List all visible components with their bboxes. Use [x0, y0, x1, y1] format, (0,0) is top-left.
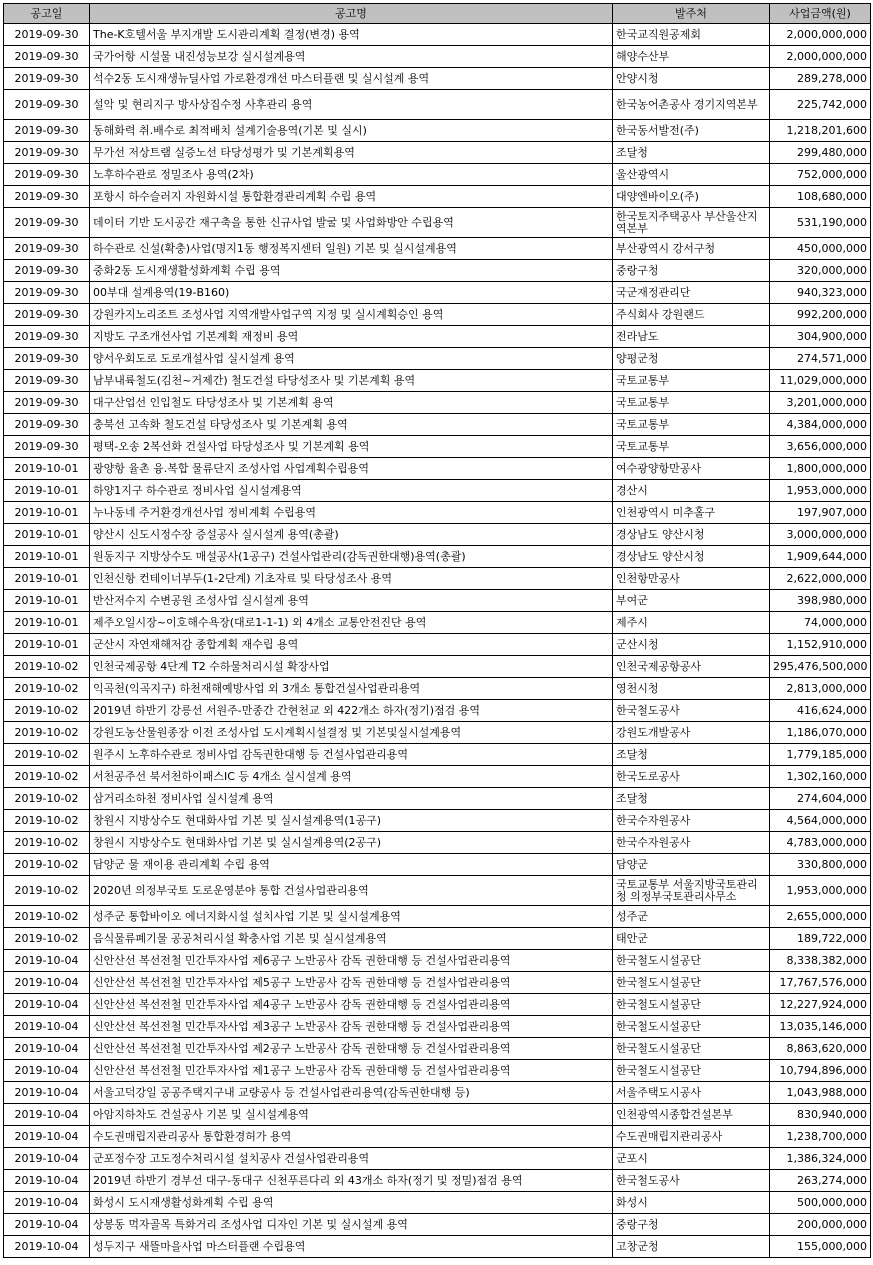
table-row — [4, 744, 871, 766]
table-row — [4, 634, 871, 656]
orderer-name: 국토교통부 — [613, 436, 770, 458]
table-row — [4, 348, 871, 370]
table-row — [4, 612, 871, 634]
notice-title: 강원카지노리조트 조성사업 지역개발사업구역 지정 및 실시계획승인 용역 — [90, 304, 613, 326]
notice-date: 2019-10-04 — [4, 1192, 90, 1214]
notice-title: 반산저수지 수변공원 조성사업 실시설계 용역 — [90, 590, 613, 612]
budget-amount: 155,000,000 — [770, 1236, 871, 1258]
budget-amount: 752,000,000 — [770, 164, 871, 186]
budget-amount: 1,238,700,000 — [770, 1126, 871, 1148]
notice-title: 창원시 지방상수도 현대화사업 기본 및 실시설계용역(1공구) — [90, 810, 613, 832]
notice-date: 2019-10-02 — [4, 722, 90, 744]
notice-title: 군산시 자연재해저감 종합계획 재수립 용역 — [90, 634, 613, 656]
table-row — [4, 972, 871, 994]
notice-title: 하양1지구 하수관로 정비사업 실시설계용역 — [90, 480, 613, 502]
table-row — [4, 326, 871, 348]
notice-date: 2019-10-04 — [4, 1236, 90, 1258]
notice-title: 데이터 기반 도시공간 재구축을 통한 신규사업 발굴 및 사업화방안 수립용역 — [90, 208, 613, 238]
table-row — [4, 1060, 871, 1082]
table-row — [4, 1126, 871, 1148]
orderer-name: 한국철도시설공단 — [613, 1016, 770, 1038]
budget-amount: 200,000,000 — [770, 1214, 871, 1236]
budget-amount: 289,278,000 — [770, 68, 871, 90]
orderer-name: 부여군 — [613, 590, 770, 612]
bid-notice-table — [3, 3, 871, 1258]
budget-amount: 295,476,500,000 — [770, 656, 871, 678]
notice-date: 2019-09-30 — [4, 24, 90, 46]
orderer-name: 한국철도시설공단 — [613, 994, 770, 1016]
budget-amount: 274,604,000 — [770, 788, 871, 810]
orderer-name: 고창군청 — [613, 1236, 770, 1258]
notice-date: 2019-10-02 — [4, 788, 90, 810]
notice-date: 2019-09-30 — [4, 120, 90, 142]
orderer-name: 한국철도공사 — [613, 1170, 770, 1192]
header-title: 공고명 — [90, 4, 613, 24]
budget-amount: 2,622,000,000 — [770, 568, 871, 590]
budget-amount: 4,783,000,000 — [770, 832, 871, 854]
orderer-name: 인천광역시종합건설본부 — [613, 1104, 770, 1126]
notice-date: 2019-10-02 — [4, 876, 90, 906]
notice-date: 2019-09-30 — [4, 238, 90, 260]
table-row — [4, 678, 871, 700]
notice-title: 신안산선 복선전철 민간투자사업 제1공구 노반공사 감독 권한대행 등 건설사업관리용역 — [90, 1060, 613, 1082]
budget-amount: 304,900,000 — [770, 326, 871, 348]
orderer-name: 조달청 — [613, 142, 770, 164]
budget-amount: 1,953,000,000 — [770, 876, 871, 906]
orderer-name: 인천광역시 미추홀구 — [613, 502, 770, 524]
notice-title: 신안산선 복선전철 민간투자사업 제6공구 노반공사 감독 권한대행 등 건설사업관리용역 — [90, 950, 613, 972]
budget-amount: 108,680,000 — [770, 186, 871, 208]
budget-amount: 197,907,000 — [770, 502, 871, 524]
orderer-name: 태안군 — [613, 928, 770, 950]
notice-date: 2019-10-02 — [4, 656, 90, 678]
budget-amount: 1,186,070,000 — [770, 722, 871, 744]
table-row — [4, 524, 871, 546]
table-row — [4, 810, 871, 832]
notice-title: 창원시 지방상수도 현대화사업 기본 및 실시설계용역(2공구) — [90, 832, 613, 854]
notice-date: 2019-10-01 — [4, 590, 90, 612]
table-row — [4, 282, 871, 304]
table-row — [4, 1214, 871, 1236]
budget-amount: 17,767,576,000 — [770, 972, 871, 994]
notice-date: 2019-09-30 — [4, 326, 90, 348]
budget-amount: 940,323,000 — [770, 282, 871, 304]
header-row — [4, 4, 871, 24]
notice-date: 2019-10-01 — [4, 634, 90, 656]
budget-amount: 4,384,000,000 — [770, 414, 871, 436]
notice-title: 충북선 고속화 철도건설 타당성조사 및 기본계획 용역 — [90, 414, 613, 436]
orderer-name: 제주시 — [613, 612, 770, 634]
notice-title: 서천공주선 북서천하이패스IC 등 4개소 실시설계 용역 — [90, 766, 613, 788]
budget-amount: 3,000,000,000 — [770, 524, 871, 546]
notice-title: 서울고덕강일 공공주택지구내 교량공사 등 건설사업관리용역(감독권한대행 등) — [90, 1082, 613, 1104]
table-row — [4, 458, 871, 480]
notice-date: 2019-10-04 — [4, 1016, 90, 1038]
notice-title: 2019년 하반기 강릉선 서원주-만종간 간현천교 외 422개소 하자(정기)점검 용역 — [90, 700, 613, 722]
budget-amount: 330,800,000 — [770, 854, 871, 876]
table-row — [4, 906, 871, 928]
table-row — [4, 546, 871, 568]
table-row — [4, 568, 871, 590]
table-row — [4, 876, 871, 906]
orderer-name: 국토교통부 — [613, 392, 770, 414]
orderer-name: 안양시청 — [613, 68, 770, 90]
budget-amount: 1,800,000,000 — [770, 458, 871, 480]
budget-amount: 1,043,988,000 — [770, 1082, 871, 1104]
notice-date: 2019-10-02 — [4, 810, 90, 832]
table-row — [4, 142, 871, 164]
orderer-name: 경상남도 양산시청 — [613, 524, 770, 546]
table-row — [4, 68, 871, 90]
notice-date: 2019-10-04 — [4, 994, 90, 1016]
notice-title: 성주군 통합바이오 에너지화시설 설치사업 기본 및 실시설계용역 — [90, 906, 613, 928]
table-row — [4, 238, 871, 260]
notice-title: 중화2동 도시재생활성화계획 수립 용역 — [90, 260, 613, 282]
notice-date: 2019-09-30 — [4, 68, 90, 90]
orderer-name: 한국수자원공사 — [613, 832, 770, 854]
budget-amount: 299,480,000 — [770, 142, 871, 164]
orderer-name: 영천시청 — [613, 678, 770, 700]
notice-date: 2019-10-04 — [4, 1214, 90, 1236]
table-row — [4, 370, 871, 392]
budget-amount: 2,000,000,000 — [770, 24, 871, 46]
table-row — [4, 1016, 871, 1038]
orderer-name: 한국철도시설공단 — [613, 972, 770, 994]
notice-title: 지방도 구조개선사업 기본계획 재정비 용역 — [90, 326, 613, 348]
notice-date: 2019-10-02 — [4, 928, 90, 950]
notice-date: 2019-10-01 — [4, 524, 90, 546]
budget-amount: 4,564,000,000 — [770, 810, 871, 832]
notice-date: 2019-09-30 — [4, 208, 90, 238]
table-row — [4, 1170, 871, 1192]
notice-title: 상봉동 먹자골목 특화거리 조성사업 디자인 기본 및 실시설계 용역 — [90, 1214, 613, 1236]
table-row — [4, 590, 871, 612]
notice-title: 남부내륙철도(김천~거제간) 철도건설 타당성조사 및 기본계획 용역 — [90, 370, 613, 392]
notice-date: 2019-10-01 — [4, 502, 90, 524]
notice-title: 원주시 노후하수관로 정비사업 감독권한대행 등 건설사업관리용역 — [90, 744, 613, 766]
notice-date: 2019-09-30 — [4, 304, 90, 326]
table-row — [4, 656, 871, 678]
budget-amount: 10,794,896,000 — [770, 1060, 871, 1082]
table-row — [4, 208, 871, 238]
notice-date: 2019-09-30 — [4, 186, 90, 208]
notice-title: 00부대 설계용역(19-B160) — [90, 282, 613, 304]
budget-amount: 450,000,000 — [770, 238, 871, 260]
header-amount: 사업금액(원) — [770, 4, 871, 24]
notice-title: 양서우회도로 도로개설사업 실시설계 용역 — [90, 348, 613, 370]
budget-amount: 8,863,620,000 — [770, 1038, 871, 1060]
table-row — [4, 1148, 871, 1170]
orderer-name: 국토교통부 서울지방국토관리청 의정부국토관리사무소 — [613, 876, 770, 906]
notice-date: 2019-10-02 — [4, 854, 90, 876]
table-row — [4, 186, 871, 208]
header-date: 공고일 — [4, 4, 90, 24]
orderer-name: 중랑구청 — [613, 1214, 770, 1236]
notice-title: 음식물류폐기물 공공처리시설 확충사업 기본 및 실시설계용역 — [90, 928, 613, 950]
notice-date: 2019-09-30 — [4, 282, 90, 304]
notice-date: 2019-10-04 — [4, 1060, 90, 1082]
budget-amount: 2,655,000,000 — [770, 906, 871, 928]
orderer-name: 군포시 — [613, 1148, 770, 1170]
notice-title: 평택-오송 2복선화 건설사업 타당성조사 및 기본계획 용역 — [90, 436, 613, 458]
budget-amount: 225,742,000 — [770, 90, 871, 120]
orderer-name: 조달청 — [613, 744, 770, 766]
notice-date: 2019-10-04 — [4, 1126, 90, 1148]
orderer-name: 중랑구청 — [613, 260, 770, 282]
notice-title: 인천신항 컨테이너부두(1-2단계) 기초자료 및 타당성조사 용역 — [90, 568, 613, 590]
orderer-name: 한국철도시설공단 — [613, 1060, 770, 1082]
notice-date: 2019-10-04 — [4, 972, 90, 994]
orderer-name: 한국토지주택공사 부산울산지역본부 — [613, 208, 770, 238]
notice-date: 2019-10-02 — [4, 700, 90, 722]
budget-amount: 1,909,644,000 — [770, 546, 871, 568]
notice-title: The-K호텔서울 부지개발 도시관리계획 결정(변경) 용역 — [90, 24, 613, 46]
notice-date: 2019-10-04 — [4, 1170, 90, 1192]
notice-date: 2019-10-01 — [4, 568, 90, 590]
budget-amount: 8,338,382,000 — [770, 950, 871, 972]
table-row — [4, 788, 871, 810]
table-row — [4, 120, 871, 142]
notice-title: 익곡천(익곡지구) 하천재해예방사업 외 3개소 통합건설사업관리용역 — [90, 678, 613, 700]
notice-date: 2019-10-02 — [4, 678, 90, 700]
orderer-name: 울산광역시 — [613, 164, 770, 186]
table-row — [4, 480, 871, 502]
table-row — [4, 260, 871, 282]
budget-amount: 2,000,000,000 — [770, 46, 871, 68]
notice-title: 신안산선 복선전철 민간투자사업 제4공구 노반공사 감독 권한대행 등 건설사업관리용역 — [90, 994, 613, 1016]
notice-date: 2019-09-30 — [4, 46, 90, 68]
notice-title: 원동지구 지방상수도 매설공사(1공구) 건설사업관리(감독권한대행)용역(총괄) — [90, 546, 613, 568]
orderer-name: 조달청 — [613, 788, 770, 810]
notice-title: 강원도농산물원종장 이전 조성사업 도시계획시설결정 및 기본및실시설계용역 — [90, 722, 613, 744]
budget-amount: 992,200,000 — [770, 304, 871, 326]
table-row — [4, 1104, 871, 1126]
budget-amount: 1,302,160,000 — [770, 766, 871, 788]
notice-title: 대구산업선 인입철도 타당성조사 및 기본계획 용역 — [90, 392, 613, 414]
notice-date: 2019-10-04 — [4, 1104, 90, 1126]
table-row — [4, 832, 871, 854]
bid-notice-table-container — [3, 3, 870, 1258]
notice-date: 2019-10-02 — [4, 832, 90, 854]
notice-title: 제주오일시장~이호해수욕장(대로1-1-1) 외 4개소 교통안전진단 용역 — [90, 612, 613, 634]
notice-date: 2019-09-30 — [4, 436, 90, 458]
orderer-name: 경산시 — [613, 480, 770, 502]
notice-title: 국가어항 시설물 내진성능보강 실시설계용역 — [90, 46, 613, 68]
notice-title: 양산시 신도시정수장 증설공사 실시설계 용역(총괄) — [90, 524, 613, 546]
budget-amount: 189,722,000 — [770, 928, 871, 950]
budget-amount: 274,571,000 — [770, 348, 871, 370]
notice-title: 2019년 하반기 경부선 대구-동대구 신천푸른다리 외 43개소 하자(정기 및 정밀)점검 용역 — [90, 1170, 613, 1192]
orderer-name: 화성시 — [613, 1192, 770, 1214]
table-row — [4, 392, 871, 414]
orderer-name: 국토교통부 — [613, 414, 770, 436]
notice-date: 2019-09-30 — [4, 164, 90, 186]
notice-title: 신안산선 복선전철 민간투자사업 제2공구 노반공사 감독 권한대행 등 건설사업관리용역 — [90, 1038, 613, 1060]
notice-date: 2019-10-01 — [4, 546, 90, 568]
notice-date: 2019-10-04 — [4, 1038, 90, 1060]
notice-title: 동해화력 취.배수로 최적배치 설계기술용역(기본 및 실시) — [90, 120, 613, 142]
table-row — [4, 928, 871, 950]
notice-title: 포항시 하수슬러지 자원화시설 통합환경관리계획 수립 용역 — [90, 186, 613, 208]
budget-amount: 320,000,000 — [770, 260, 871, 282]
budget-amount: 1,953,000,000 — [770, 480, 871, 502]
notice-title: 화성시 도시재생활성화계획 수립 용역 — [90, 1192, 613, 1214]
orderer-name: 한국동서발전(주) — [613, 120, 770, 142]
notice-date: 2019-09-30 — [4, 348, 90, 370]
orderer-name: 양평군청 — [613, 348, 770, 370]
notice-date: 2019-10-02 — [4, 906, 90, 928]
notice-title: 성두지구 새뜰마을사업 마스터플랜 수립용역 — [90, 1236, 613, 1258]
budget-amount: 2,813,000,000 — [770, 678, 871, 700]
budget-amount: 830,940,000 — [770, 1104, 871, 1126]
notice-date: 2019-09-30 — [4, 414, 90, 436]
table-row — [4, 766, 871, 788]
orderer-name: 한국농어촌공사 경기지역본부 — [613, 90, 770, 120]
notice-date: 2019-10-02 — [4, 744, 90, 766]
budget-amount: 500,000,000 — [770, 1192, 871, 1214]
budget-amount: 74,000,000 — [770, 612, 871, 634]
table-row — [4, 414, 871, 436]
notice-title: 담양군 물 재이용 관리계획 수립 용역 — [90, 854, 613, 876]
notice-date: 2019-10-04 — [4, 1148, 90, 1170]
orderer-name: 한국철도시설공단 — [613, 1038, 770, 1060]
notice-date: 2019-10-02 — [4, 766, 90, 788]
budget-amount: 1,386,324,000 — [770, 1148, 871, 1170]
orderer-name: 해양수산부 — [613, 46, 770, 68]
orderer-name: 주식회사 강원랜드 — [613, 304, 770, 326]
notice-title: 군포정수장 고도정수처리시설 설치공사 건설사업관리용역 — [90, 1148, 613, 1170]
budget-amount: 11,029,000,000 — [770, 370, 871, 392]
budget-amount: 13,035,146,000 — [770, 1016, 871, 1038]
orderer-name: 여수광양항만공사 — [613, 458, 770, 480]
orderer-name: 담양군 — [613, 854, 770, 876]
budget-amount: 3,201,000,000 — [770, 392, 871, 414]
orderer-name: 서울주택도시공사 — [613, 1082, 770, 1104]
budget-amount: 416,624,000 — [770, 700, 871, 722]
notice-title: 신안산선 복선전철 민간투자사업 제5공구 노반공사 감독 권한대행 등 건설사업관리용역 — [90, 972, 613, 994]
notice-date: 2019-10-01 — [4, 480, 90, 502]
notice-title: 설악 및 현리지구 방사상집수정 사후관리 용역 — [90, 90, 613, 120]
budget-amount: 1,218,201,600 — [770, 120, 871, 142]
notice-title: 삼거리소하천 정비사업 실시설계 용역 — [90, 788, 613, 810]
orderer-name: 인천국제공항공사 — [613, 656, 770, 678]
table-row — [4, 722, 871, 744]
budget-amount: 12,227,924,000 — [770, 994, 871, 1016]
orderer-name: 국군재정관리단 — [613, 282, 770, 304]
notice-title: 광양항 율촌 융.복합 물류단지 조성사업 사업계획수립용역 — [90, 458, 613, 480]
orderer-name: 한국철도시설공단 — [613, 950, 770, 972]
budget-amount: 263,274,000 — [770, 1170, 871, 1192]
table-row — [4, 24, 871, 46]
orderer-name: 한국도로공사 — [613, 766, 770, 788]
notice-date: 2019-10-04 — [4, 950, 90, 972]
orderer-name: 성주군 — [613, 906, 770, 928]
table-row — [4, 46, 871, 68]
notice-title: 무가선 저상트램 실증노선 타당성평가 및 기본계획용역 — [90, 142, 613, 164]
table-row — [4, 304, 871, 326]
notice-date: 2019-09-30 — [4, 260, 90, 282]
notice-title: 노후하수관로 정밀조사 용역(2차) — [90, 164, 613, 186]
table-row — [4, 854, 871, 876]
orderer-name: 한국교직원공제회 — [613, 24, 770, 46]
notice-date: 2019-09-30 — [4, 142, 90, 164]
table-row — [4, 502, 871, 524]
budget-amount: 1,152,910,000 — [770, 634, 871, 656]
table-row — [4, 436, 871, 458]
notice-title: 2020년 의정부국토 도로운영분야 통합 건설사업관리용역 — [90, 876, 613, 906]
orderer-name: 대양엔바이오(주) — [613, 186, 770, 208]
orderer-name: 인천항만공사 — [613, 568, 770, 590]
notice-date: 2019-09-30 — [4, 392, 90, 414]
orderer-name: 국토교통부 — [613, 370, 770, 392]
notice-title: 수도권매립지관리공사 통합환경허가 용역 — [90, 1126, 613, 1148]
table-row — [4, 90, 871, 120]
notice-title: 아암지하차도 건설공사 기본 및 실시설계용역 — [90, 1104, 613, 1126]
orderer-name: 한국수자원공사 — [613, 810, 770, 832]
notice-title: 누나동네 주거환경개선사업 정비계획 수립용역 — [90, 502, 613, 524]
table-row — [4, 950, 871, 972]
budget-amount: 1,779,185,000 — [770, 744, 871, 766]
orderer-name: 전라남도 — [613, 326, 770, 348]
table-row — [4, 1192, 871, 1214]
notice-date: 2019-09-30 — [4, 370, 90, 392]
table-row — [4, 1038, 871, 1060]
table-row — [4, 700, 871, 722]
notice-title: 하수관로 신설(확충)사업(명지1동 행정복지센터 일원) 기본 및 실시설계용역 — [90, 238, 613, 260]
orderer-name: 수도권매립지관리공사 — [613, 1126, 770, 1148]
table-row — [4, 164, 871, 186]
header-orderer: 발주처 — [613, 4, 770, 24]
notice-title: 석수2동 도시재생뉴딜사업 가로환경개선 마스터플랜 및 실시설계 용역 — [90, 68, 613, 90]
orderer-name: 경상남도 양산시청 — [613, 546, 770, 568]
orderer-name: 부산광역시 강서구청 — [613, 238, 770, 260]
table-row — [4, 1236, 871, 1258]
table-row — [4, 1082, 871, 1104]
table-row — [4, 994, 871, 1016]
budget-amount: 3,656,000,000 — [770, 436, 871, 458]
notice-title: 인천국제공항 4단계 T2 수하물처리시설 확장사업 — [90, 656, 613, 678]
notice-title: 신안산선 복선전철 민간투자사업 제3공구 노반공사 감독 권한대행 등 건설사업관리용역 — [90, 1016, 613, 1038]
orderer-name: 한국철도공사 — [613, 700, 770, 722]
orderer-name: 군산시청 — [613, 634, 770, 656]
orderer-name: 강원도개발공사 — [613, 722, 770, 744]
budget-amount: 398,980,000 — [770, 590, 871, 612]
notice-date: 2019-10-01 — [4, 612, 90, 634]
budget-amount: 531,190,000 — [770, 208, 871, 238]
notice-date: 2019-10-04 — [4, 1082, 90, 1104]
notice-date: 2019-10-01 — [4, 458, 90, 480]
notice-date: 2019-09-30 — [4, 90, 90, 120]
